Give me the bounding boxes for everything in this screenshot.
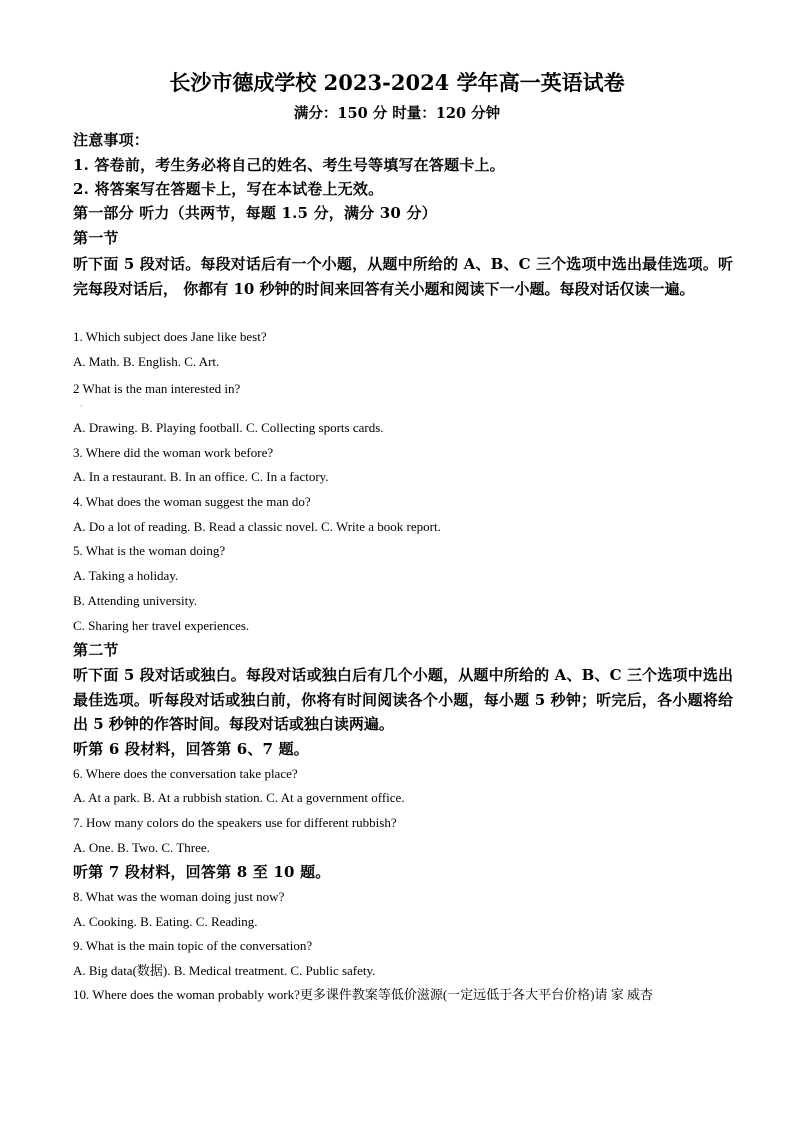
question-5-option-a: A. Taking a holiday.	[73, 568, 179, 583]
question-2-options: A. Drawing. B. Playing football. C. Collecting sports cards.	[73, 420, 384, 435]
question-3-options: A. In a restaurant. B. In an office. C. In a factory.	[73, 469, 329, 484]
notes-heading: 注意事项：	[73, 131, 150, 149]
section2-instructions: 听下面 5 段对话或独白。每段对话或独白后有几个小题，从题中所给的 A、B、C 三个选项中选出最佳选项。听每段对话或独白前，你将有时间阅读各个小题，每小题 5 秒钟；听完后，各小题将给出 5 秒钟的作答时间。每段对话或独白读两遍。	[73, 666, 733, 733]
material-7-heading: 听第 7 段材料，回答第 8 至 10 题。	[73, 863, 331, 881]
part1-heading: 第一部分 听力（共两节，每题 1.5 分，满分 30 分）	[73, 204, 437, 222]
question-10: 10. Where does the woman probably work?更多课件教案等低价滋源(一定远低于各大平台价格)请 家 威杏	[73, 987, 653, 1002]
question-5-option-b: B. Attending university.	[73, 593, 198, 608]
question-6: 6. Where does the conversation take place?	[73, 766, 298, 781]
question-8: 8. What was the woman doing just now?	[73, 889, 285, 904]
question-1: 1. Which subject does Jane like best?	[73, 329, 267, 344]
question-1-options: A. Math. B. English. C. Art.	[73, 354, 220, 369]
question-4: 4. What does the woman suggest the man do?	[73, 494, 311, 509]
question-8-options: A. Cooking. B. Eating. C. Reading.	[73, 914, 258, 929]
question-5: 5. What is the woman doing?	[73, 543, 226, 558]
notes-item-1: 1. 答卷前，考生务必将自己的姓名、考生号等填写在答题卡上。	[73, 156, 505, 174]
section2-heading: 第二节	[73, 641, 119, 659]
question-9-options: A. Big data(数据). B. Medical treatment. C. Public safety.	[73, 963, 376, 978]
stray-mark: ·	[80, 402, 83, 411]
notes-item-2: 2. 将答案写在答题卡上，写在本试卷上无效。	[73, 180, 384, 198]
section1-heading: 第一节	[73, 229, 119, 247]
exam-title: 长沙市德成学校 2023-2024 学年高一英语试卷	[169, 70, 625, 95]
section1-instructions: 听下面 5 段对话。每段对话后有一个小题，从题中所给的 A、B、C 三个选项中选出最佳选项。听完每段对话后， 你都有 10 秒钟的时间来回答有关小题和阅读下一小题。每段对话仅读一遍。	[73, 255, 733, 298]
question-4-options: A. Do a lot of reading. B. Read a classic novel. C. Write a book report.	[73, 519, 441, 534]
question-5-option-c: C. Sharing her travel experiences.	[73, 618, 250, 633]
question-6-options: A. At a park. B. At a rubbish station. C. At a government office.	[73, 790, 405, 805]
material-6-heading: 听第 6 段材料，回答第 6、7 题。	[73, 740, 310, 758]
question-2: 2 What is the man interested in?	[73, 381, 241, 396]
question-9: 9. What is the main topic of the conversation?	[73, 938, 313, 953]
question-7: 7. How many colors do the speakers use for different rubbish?	[73, 815, 397, 830]
exam-score-time: 满分：150 分 时量：120 分钟	[293, 105, 501, 122]
question-7-options: A. One. B. Two. C. Three.	[73, 840, 210, 855]
question-3: 3. Where did the woman work before?	[73, 445, 274, 460]
